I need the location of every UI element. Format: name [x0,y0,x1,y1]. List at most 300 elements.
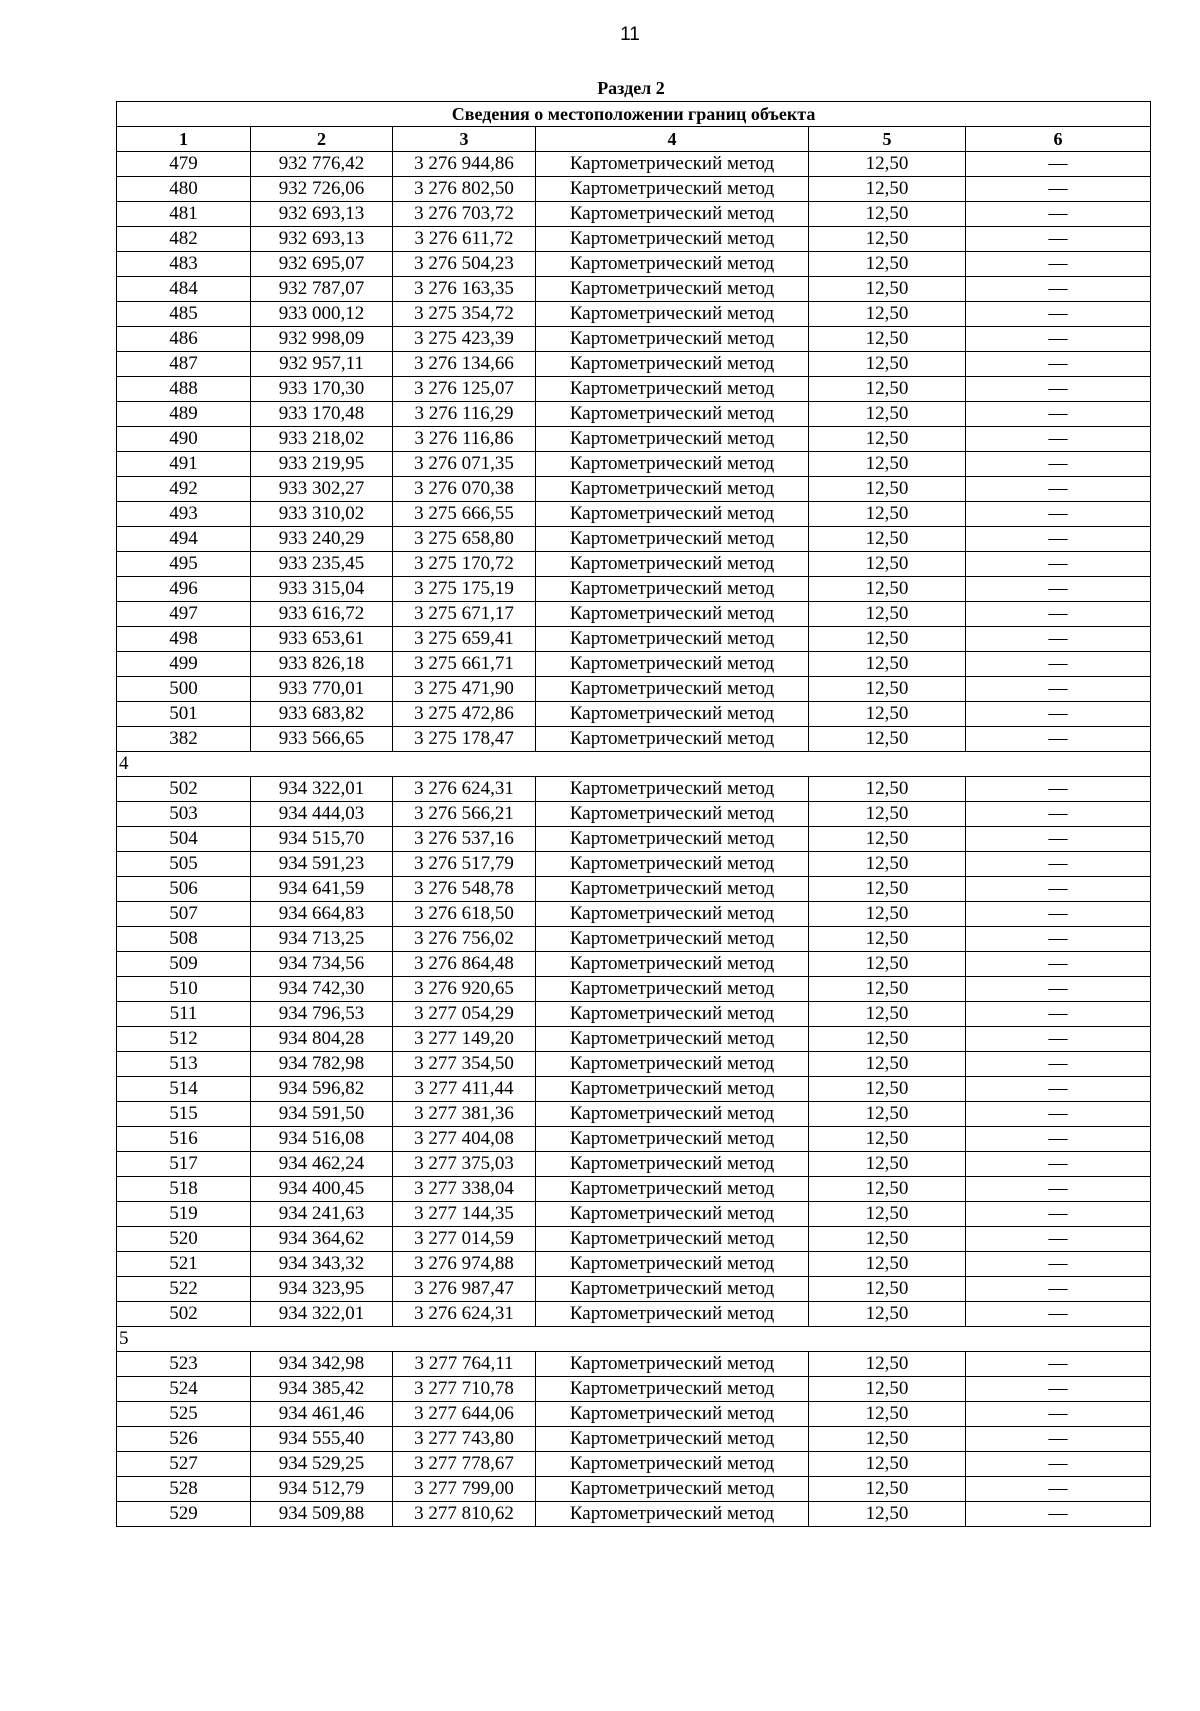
description-dash: — [966,577,1151,602]
coordinate-x: 933 240,29 [251,527,393,552]
coordinate-y: 3 276 611,72 [393,227,536,252]
coordinate-x: 934 641,59 [251,877,393,902]
determination-method: Картометрический метод [536,1402,809,1427]
coordinate-y: 3 277 404,08 [393,1127,536,1152]
coordinate-y: 3 277 014,59 [393,1227,536,1252]
accuracy-value: 12,50 [809,1427,966,1452]
table-row [117,1302,1151,1327]
coordinate-y: 3 276 624,31 [393,1302,536,1327]
table-row [117,202,1151,227]
coordinate-x: 934 342,98 [251,1352,393,1377]
description-dash: — [966,1402,1151,1427]
point-number: 529 [117,1502,251,1527]
description-dash: — [966,877,1151,902]
coordinate-y: 3 277 054,29 [393,1002,536,1027]
table-row [117,527,1151,552]
table-row [117,877,1151,902]
determination-method: Картометрический метод [536,477,809,502]
coordinate-x: 933 653,61 [251,627,393,652]
accuracy-value: 12,50 [809,777,966,802]
point-number: 480 [117,177,251,202]
description-dash: — [966,1152,1151,1177]
coordinate-x: 934 444,03 [251,802,393,827]
point-number: 479 [117,152,251,177]
description-dash: — [966,152,1151,177]
point-number: 487 [117,352,251,377]
coordinate-x: 934 591,23 [251,852,393,877]
table-row [117,302,1151,327]
point-number: 518 [117,1177,251,1202]
contour-separator-row [117,752,1151,777]
point-number: 502 [117,777,251,802]
coordinate-x: 934 385,42 [251,1377,393,1402]
point-number: 497 [117,602,251,627]
determination-method: Картометрический метод [536,677,809,702]
coordinate-y: 3 276 163,35 [393,277,536,302]
coordinate-y: 3 276 864,48 [393,952,536,977]
description-dash: — [966,1352,1151,1377]
description-dash: — [966,1002,1151,1027]
description-dash: — [966,552,1151,577]
point-number: 511 [117,1002,251,1027]
determination-method: Картометрический метод [536,902,809,927]
accuracy-value: 12,50 [809,1352,966,1377]
determination-method: Картометрический метод [536,1177,809,1202]
determination-method: Картометрический метод [536,852,809,877]
point-number: 506 [117,877,251,902]
table-row [117,602,1151,627]
determination-method: Картометрический метод [536,952,809,977]
table-row [117,1377,1151,1402]
table-row [117,1352,1151,1377]
determination-method: Картометрический метод [536,377,809,402]
accuracy-value: 12,50 [809,1477,966,1502]
table-row [117,727,1151,752]
coordinate-y: 3 276 703,72 [393,202,536,227]
accuracy-value: 12,50 [809,402,966,427]
column-number: 4 [536,127,809,152]
coordinate-y: 3 275 472,86 [393,702,536,727]
coordinate-x: 934 512,79 [251,1477,393,1502]
description-dash: — [966,502,1151,527]
description-dash: — [966,1102,1151,1127]
point-number: 512 [117,1027,251,1052]
accuracy-value: 12,50 [809,1377,966,1402]
accuracy-value: 12,50 [809,827,966,852]
determination-method: Картометрический метод [536,252,809,277]
description-dash: — [966,477,1151,502]
point-number: 525 [117,1402,251,1427]
point-number: 490 [117,427,251,452]
table-row [117,152,1151,177]
description-dash: — [966,327,1151,352]
coordinate-x: 934 323,95 [251,1277,393,1302]
point-number: 516 [117,1127,251,1152]
determination-method: Картометрический метод [536,577,809,602]
contour-number: 4 [117,752,1151,777]
description-dash: — [966,977,1151,1002]
table-row [117,552,1151,577]
coordinate-y: 3 277 799,00 [393,1477,536,1502]
coordinate-x: 934 713,25 [251,927,393,952]
coordinate-x: 934 516,08 [251,1127,393,1152]
description-dash: — [966,1427,1151,1452]
coordinate-y: 3 277 644,06 [393,1402,536,1427]
point-number: 515 [117,1102,251,1127]
description-dash: — [966,1502,1151,1527]
accuracy-value: 12,50 [809,877,966,902]
description-dash: — [966,227,1151,252]
description-dash: — [966,302,1151,327]
coordinate-x: 932 693,13 [251,227,393,252]
description-dash: — [966,627,1151,652]
description-dash: — [966,1227,1151,1252]
coordinate-x: 933 683,82 [251,702,393,727]
determination-method: Картометрический метод [536,327,809,352]
coordinate-y: 3 275 170,72 [393,552,536,577]
accuracy-value: 12,50 [809,1127,966,1152]
accuracy-value: 12,50 [809,527,966,552]
description-dash: — [966,702,1151,727]
coordinate-x: 934 322,01 [251,1302,393,1327]
coordinate-x: 932 695,07 [251,252,393,277]
accuracy-value: 12,50 [809,277,966,302]
coordinate-y: 3 276 920,65 [393,977,536,1002]
point-number: 513 [117,1052,251,1077]
coordinate-x: 933 315,04 [251,577,393,602]
coordinate-x: 933 302,27 [251,477,393,502]
coordinate-y: 3 276 537,16 [393,827,536,852]
determination-method: Картометрический метод [536,1202,809,1227]
determination-method: Картометрический метод [536,227,809,252]
accuracy-value: 12,50 [809,152,966,177]
determination-method: Картометрический метод [536,502,809,527]
coordinate-y: 3 276 125,07 [393,377,536,402]
table-row [117,577,1151,602]
accuracy-value: 12,50 [809,427,966,452]
table-row [117,1102,1151,1127]
coordinate-y: 3 276 070,38 [393,477,536,502]
coordinate-x: 934 462,24 [251,1152,393,1177]
table-row [117,977,1151,1002]
table-row [117,352,1151,377]
coordinate-x: 932 957,11 [251,352,393,377]
column-number: 5 [809,127,966,152]
determination-method: Картометрический метод [536,452,809,477]
coordinate-y: 3 277 710,78 [393,1377,536,1402]
coordinate-y: 3 276 618,50 [393,902,536,927]
accuracy-value: 12,50 [809,802,966,827]
coordinate-x: 934 461,46 [251,1402,393,1427]
coordinate-x: 934 509,88 [251,1502,393,1527]
point-number: 502 [117,1302,251,1327]
determination-method: Картометрический метод [536,302,809,327]
description-dash: — [966,727,1151,752]
table-row [117,1052,1151,1077]
table-row [117,1452,1151,1477]
table-row [117,1427,1151,1452]
determination-method: Картометрический метод [536,1052,809,1077]
coordinate-y: 3 275 671,17 [393,602,536,627]
coordinate-x: 934 796,53 [251,1002,393,1027]
determination-method: Картометрический метод [536,602,809,627]
coordinate-y: 3 277 338,04 [393,1177,536,1202]
coordinate-x: 934 364,62 [251,1227,393,1252]
determination-method: Картометрический метод [536,1002,809,1027]
coordinate-y: 3 276 071,35 [393,452,536,477]
description-dash: — [966,1377,1151,1402]
description-dash: — [966,602,1151,627]
description-dash: — [966,377,1151,402]
coordinate-y: 3 277 810,62 [393,1502,536,1527]
description-dash: — [966,177,1151,202]
point-number: 499 [117,652,251,677]
coordinate-x: 934 664,83 [251,902,393,927]
accuracy-value: 12,50 [809,1077,966,1102]
accuracy-value: 12,50 [809,1102,966,1127]
coordinate-x: 934 555,40 [251,1427,393,1452]
coordinate-x: 934 742,30 [251,977,393,1002]
table-row [117,1277,1151,1302]
accuracy-value: 12,50 [809,302,966,327]
coordinate-y: 3 275 661,71 [393,652,536,677]
coordinate-x: 932 726,06 [251,177,393,202]
description-dash: — [966,277,1151,302]
coordinate-x: 933 826,18 [251,652,393,677]
table-row [117,1502,1151,1527]
accuracy-value: 12,50 [809,452,966,477]
coordinate-x: 932 693,13 [251,202,393,227]
coordinate-y: 3 275 658,80 [393,527,536,552]
determination-method: Картометрический метод [536,1152,809,1177]
determination-method: Картометрический метод [536,1227,809,1252]
determination-method: Картометрический метод [536,1277,809,1302]
table-row [117,1127,1151,1152]
coordinate-y: 3 275 178,47 [393,727,536,752]
table-body [117,152,1151,1527]
coordinate-x: 934 591,50 [251,1102,393,1127]
coordinate-x: 934 322,01 [251,777,393,802]
coordinate-y: 3 277 144,35 [393,1202,536,1227]
coordinate-y: 3 275 471,90 [393,677,536,702]
table-row [117,277,1151,302]
point-number: 509 [117,952,251,977]
description-dash: — [966,827,1151,852]
table-row [117,627,1151,652]
page-number: 11 [620,24,640,45]
determination-method: Картометрический метод [536,1077,809,1102]
description-dash: — [966,1077,1151,1102]
coordinate-x: 934 596,82 [251,1077,393,1102]
accuracy-value: 12,50 [809,652,966,677]
coordinate-x: 934 343,32 [251,1252,393,1277]
point-number: 522 [117,1277,251,1302]
contour-number: 5 [117,1327,1151,1352]
coordinate-y: 3 277 381,36 [393,1102,536,1127]
point-number: 489 [117,402,251,427]
coordinate-y: 3 276 116,86 [393,427,536,452]
point-number: 504 [117,827,251,852]
description-dash: — [966,452,1151,477]
point-number: 526 [117,1427,251,1452]
point-number: 517 [117,1152,251,1177]
coordinate-y: 3 277 764,11 [393,1352,536,1377]
accuracy-value: 12,50 [809,1302,966,1327]
accuracy-value: 12,50 [809,227,966,252]
coordinate-y: 3 276 974,88 [393,1252,536,1277]
point-number: 521 [117,1252,251,1277]
point-number: 523 [117,1352,251,1377]
point-number: 488 [117,377,251,402]
coordinate-y: 3 275 354,72 [393,302,536,327]
point-number: 491 [117,452,251,477]
coordinate-x: 934 241,63 [251,1202,393,1227]
accuracy-value: 12,50 [809,1402,966,1427]
description-dash: — [966,1252,1151,1277]
coordinate-y: 3 277 778,67 [393,1452,536,1477]
table-row [117,1202,1151,1227]
description-dash: — [966,1027,1151,1052]
accuracy-value: 12,50 [809,477,966,502]
coordinate-x: 934 400,45 [251,1177,393,1202]
coordinate-x: 933 616,72 [251,602,393,627]
accuracy-value: 12,50 [809,602,966,627]
accuracy-value: 12,50 [809,327,966,352]
determination-method: Картометрический метод [536,1427,809,1452]
determination-method: Картометрический метод [536,802,809,827]
point-number: 382 [117,727,251,752]
description-dash: — [966,677,1151,702]
determination-method: Картометрический метод [536,202,809,227]
determination-method: Картометрический метод [536,1027,809,1052]
accuracy-value: 12,50 [809,727,966,752]
accuracy-value: 12,50 [809,502,966,527]
point-number: 519 [117,1202,251,1227]
table-row [117,952,1151,977]
coordinate-x: 933 310,02 [251,502,393,527]
coordinate-y: 3 276 504,23 [393,252,536,277]
point-number: 508 [117,927,251,952]
accuracy-value: 12,50 [809,702,966,727]
description-dash: — [966,927,1151,952]
coordinate-y: 3 277 354,50 [393,1052,536,1077]
coordinate-x: 933 218,02 [251,427,393,452]
accuracy-value: 12,50 [809,252,966,277]
accuracy-value: 12,50 [809,1202,966,1227]
determination-method: Картометрический метод [536,177,809,202]
coordinate-y: 3 276 802,50 [393,177,536,202]
determination-method: Картометрический метод [536,1377,809,1402]
table-row [117,1402,1151,1427]
point-number: 527 [117,1452,251,1477]
point-number: 482 [117,227,251,252]
determination-method: Картометрический метод [536,527,809,552]
table-row [117,927,1151,952]
accuracy-value: 12,50 [809,1152,966,1177]
table-row [117,802,1151,827]
point-number: 501 [117,702,251,727]
accuracy-value: 12,50 [809,552,966,577]
point-number: 524 [117,1377,251,1402]
coordinate-x: 934 529,25 [251,1452,393,1477]
description-dash: — [966,1452,1151,1477]
table-caption: Сведения о местоположении границ объекта [117,102,1151,127]
description-dash: — [966,777,1151,802]
column-number: 6 [966,127,1151,152]
coordinate-x: 934 804,28 [251,1027,393,1052]
coordinate-y: 3 276 987,47 [393,1277,536,1302]
description-dash: — [966,1302,1151,1327]
coordinate-x: 932 998,09 [251,327,393,352]
table-row [117,1477,1151,1502]
point-number: 496 [117,577,251,602]
table-row [117,852,1151,877]
description-dash: — [966,1202,1151,1227]
table-row [117,427,1151,452]
table-row [117,677,1151,702]
column-number-row [117,127,1151,152]
description-dash: — [966,527,1151,552]
point-number: 483 [117,252,251,277]
description-dash: — [966,652,1151,677]
determination-method: Картометрический метод [536,1502,809,1527]
table-row [117,1152,1151,1177]
point-number: 493 [117,502,251,527]
description-dash: — [966,802,1151,827]
description-dash: — [966,252,1151,277]
determination-method: Картометрический метод [536,977,809,1002]
coordinate-x: 933 000,12 [251,302,393,327]
table-row [117,902,1151,927]
table-row [117,402,1151,427]
coordinate-x: 933 566,65 [251,727,393,752]
accuracy-value: 12,50 [809,202,966,227]
coordinate-x: 933 170,30 [251,377,393,402]
determination-method: Картометрический метод [536,1477,809,1502]
determination-method: Картометрический метод [536,777,809,802]
coordinate-x: 934 782,98 [251,1052,393,1077]
accuracy-value: 12,50 [809,852,966,877]
table-row [117,177,1151,202]
accuracy-value: 12,50 [809,352,966,377]
determination-method: Картометрический метод [536,877,809,902]
determination-method: Картометрический метод [536,927,809,952]
determination-method: Картометрический метод [536,552,809,577]
description-dash: — [966,1477,1151,1502]
accuracy-value: 12,50 [809,1227,966,1252]
table-row [117,1177,1151,1202]
coordinate-x: 934 734,56 [251,952,393,977]
accuracy-value: 12,50 [809,952,966,977]
table-row [117,227,1151,252]
coordinate-y: 3 276 566,21 [393,802,536,827]
determination-method: Картометрический метод [536,277,809,302]
point-number: 494 [117,527,251,552]
determination-method: Картометрический метод [536,652,809,677]
coordinate-y: 3 276 624,31 [393,777,536,802]
coordinate-y: 3 277 375,03 [393,1152,536,1177]
accuracy-value: 12,50 [809,1002,966,1027]
point-number: 484 [117,277,251,302]
accuracy-value: 12,50 [809,902,966,927]
accuracy-value: 12,50 [809,977,966,1002]
description-dash: — [966,952,1151,977]
determination-method: Картометрический метод [536,702,809,727]
accuracy-value: 12,50 [809,1277,966,1302]
table-row [117,1252,1151,1277]
column-number: 1 [117,127,251,152]
accuracy-value: 12,50 [809,627,966,652]
